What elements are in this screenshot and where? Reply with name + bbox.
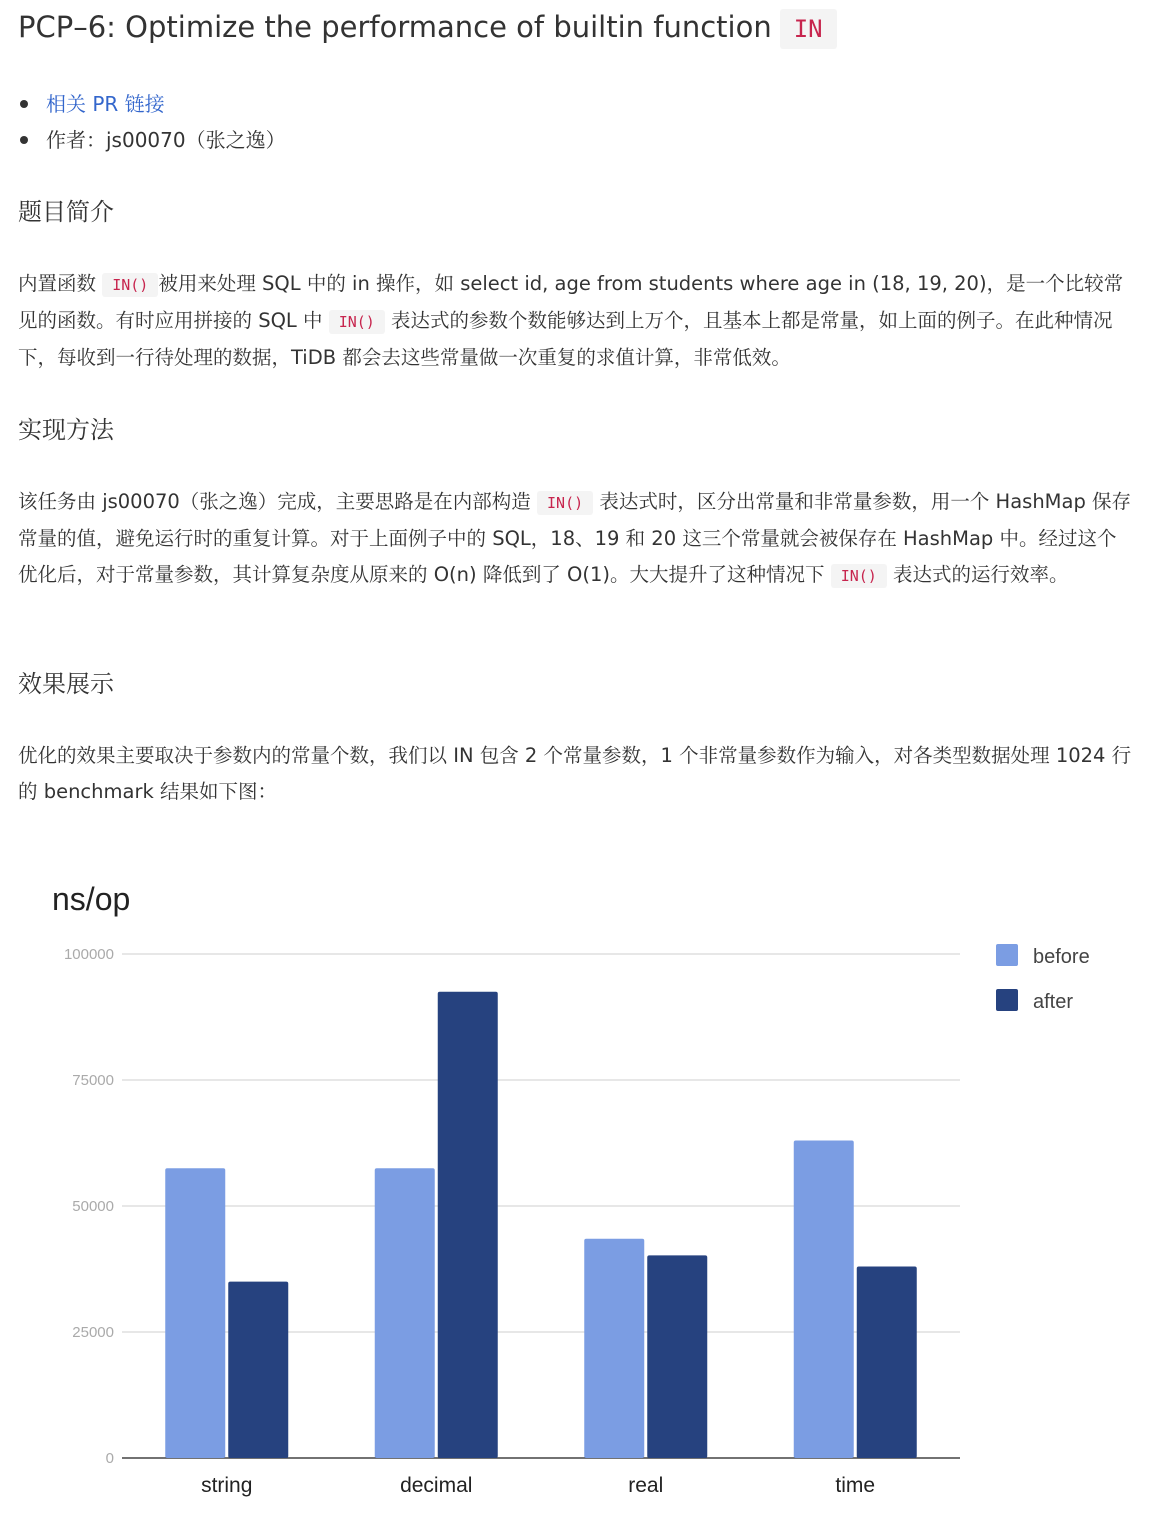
result-text: 优化的效果主要取决于参数内的常量个数，我们以 IN 包含 2 个常量参数，1 个非常量参数作为输入，对各类型数据处理 1024 行的 benchmark 结果如下图： bbox=[18, 744, 1132, 803]
intro-text-1: 内置函数 bbox=[18, 272, 97, 295]
pr-link[interactable]: 相关 PR 链接 bbox=[46, 92, 165, 116]
bar-after-time bbox=[857, 1266, 917, 1458]
page-title-text: PCP–6: Optimize the performance of builtin function bbox=[18, 10, 772, 44]
list-item bbox=[46, 122, 286, 158]
bar-after-string bbox=[228, 1282, 288, 1458]
result-paragraph bbox=[18, 738, 1134, 810]
x-tick-label: real bbox=[628, 1474, 664, 1497]
legend-label: before bbox=[1033, 946, 1090, 968]
legend-label: after bbox=[1033, 991, 1074, 1013]
y-tick-label: 25000 bbox=[72, 1324, 114, 1341]
impl-text-2: 表达式时，区分出常量和非常量参数，用一个 HashMap 保存常量的值，避免运行时的重复计算。对于上面例子中的 SQL，18、19 和 20 这三个常量就会被保存在 HashMap 中。经过这个优化后，对于常量参数，其计算复杂度从原来的 O(n) 降低到了 O(1)。大大提升了这种情况下 bbox=[18, 490, 1132, 586]
meta-list bbox=[18, 86, 286, 158]
bar-before-decimal bbox=[375, 1168, 435, 1458]
author-text: 作者：js00070（张之逸） bbox=[46, 128, 286, 152]
benchmark-chart bbox=[18, 862, 1150, 1512]
inline-code: IN() bbox=[831, 564, 887, 588]
impl-paragraph bbox=[18, 484, 1134, 594]
bar-before-real bbox=[584, 1239, 644, 1458]
title-code: IN bbox=[780, 9, 837, 49]
inline-code: IN() bbox=[537, 491, 593, 515]
intro-text-3: 表达式的参数个数能够达到上万个，且基本上都是常量，如上面的例子。在此种情况下，每收到一行待处理的数据，TiDB 都会去这些常量做一次重复的求值计算，非常低效。 bbox=[18, 309, 1113, 369]
bar-before-string bbox=[165, 1168, 225, 1458]
y-tick-label: 0 bbox=[105, 1450, 114, 1467]
inline-code: IN() bbox=[329, 310, 385, 334]
section-heading-intro: 题目简介 bbox=[18, 198, 114, 226]
bar-before-time bbox=[794, 1140, 854, 1458]
page-title bbox=[18, 6, 837, 50]
intro-text-2: 被用来处理 SQL 中的 in 操作，如 select id, age from students where age in (18, 19, 20)，是一个比较常见的函数。有时应用拼接的 SQL 中 bbox=[18, 272, 1124, 332]
bar-after-real bbox=[647, 1255, 707, 1458]
inline-code: IN() bbox=[102, 273, 158, 297]
y-tick-label: 50000 bbox=[72, 1198, 114, 1215]
intro-paragraph bbox=[18, 266, 1134, 376]
chart-svg bbox=[18, 862, 1150, 1512]
x-tick-label: time bbox=[835, 1474, 876, 1497]
chart-title: ns/op bbox=[52, 881, 131, 917]
legend-swatch-before bbox=[996, 944, 1018, 966]
section-heading-impl: 实现方法 bbox=[18, 416, 114, 444]
impl-text-1: 该任务由 js00070（张之逸）完成，主要思路是在内部构造 bbox=[18, 490, 531, 513]
section-heading-result: 效果展示 bbox=[18, 670, 114, 698]
legend-swatch-after bbox=[996, 989, 1018, 1011]
y-tick-label: 100000 bbox=[63, 946, 114, 963]
list-item bbox=[46, 86, 286, 122]
x-tick-label: decimal bbox=[400, 1474, 473, 1497]
y-tick-label: 75000 bbox=[72, 1072, 114, 1089]
bar-after-decimal bbox=[438, 992, 498, 1458]
impl-text-3: 表达式的运行效率。 bbox=[893, 563, 1069, 586]
x-tick-label: string bbox=[201, 1474, 253, 1497]
